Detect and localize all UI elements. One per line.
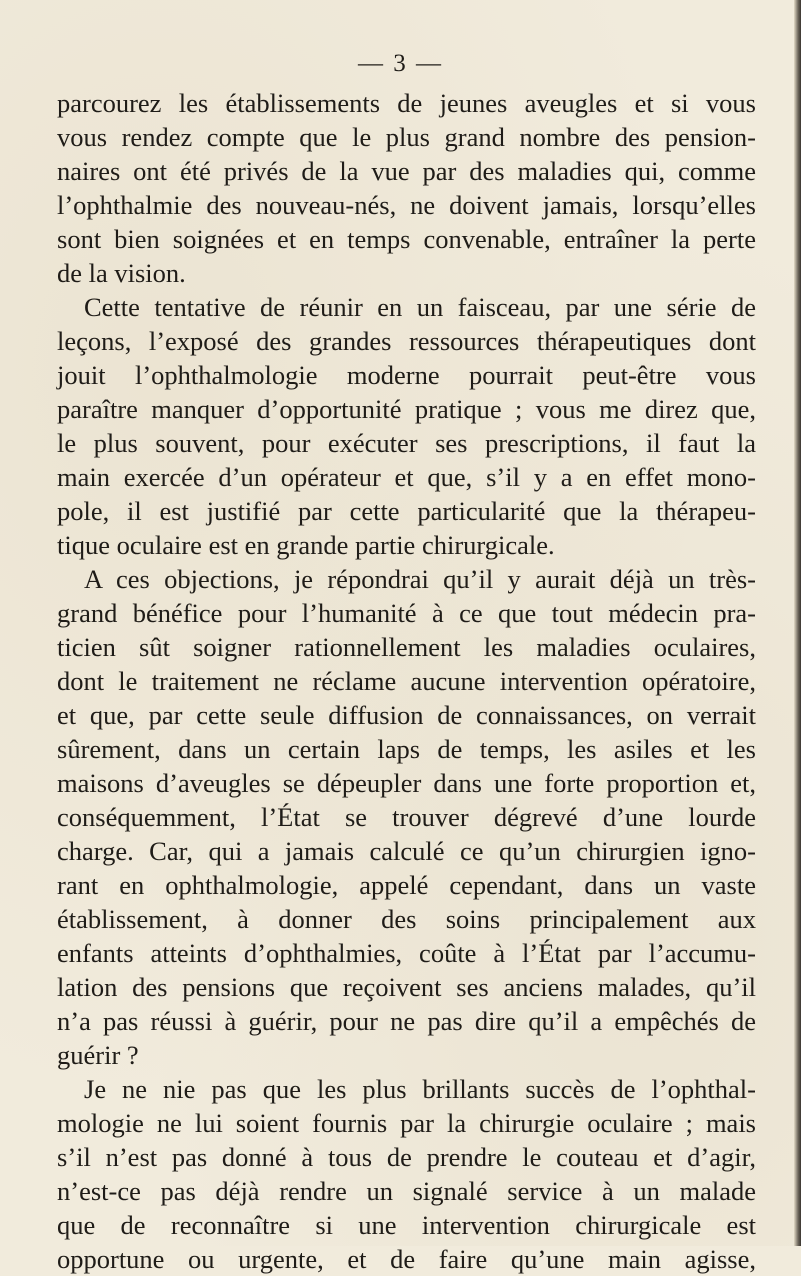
- text-line: dont le traitement ne réclame aucune intervention opératoire,: [57, 666, 756, 696]
- text-line: tique oculaire est en grande partie chirurgicale.: [57, 530, 555, 560]
- text-line: sûrement, dans un certain laps de temps, les asiles et les: [57, 734, 756, 764]
- text-line: guérir ?: [57, 1040, 139, 1070]
- text-line: et que, par cette seule diffusion de connaissances, on verrait: [57, 700, 756, 730]
- text-line: enfants atteints d’ophthalmies, coûte à l’État par l’accumu-: [57, 938, 756, 968]
- text-line: charge. Car, qui a jamais calculé ce qu’un chirurgien igno-: [57, 836, 756, 866]
- text-line: de la vision.: [57, 258, 186, 288]
- text-line: paraître manquer d’opportunité pratique ; vous me direz que,: [57, 394, 756, 424]
- text-line: vous rendez compte que le plus grand nombre des pension-: [57, 122, 756, 152]
- page-edge-shadow: [794, 0, 801, 1246]
- text-line: A ces objections, je répondrai qu’il y aurait déjà un très-: [84, 564, 756, 594]
- text-line: grand bénéfice pour l’humanité à ce que tout médecin pra-: [57, 598, 756, 628]
- text-line: parcourez les établissements de jeunes aveugles et si vous: [57, 88, 756, 118]
- text-line: maisons d’aveugles se dépeupler dans une forte proportion et,: [57, 768, 756, 798]
- text-line: mologie ne lui soient fournis par la chirurgie oculaire ; mais: [57, 1108, 756, 1138]
- text-line: main exercée d’un opérateur et que, s’il y a en effet mono-: [57, 462, 756, 492]
- text-line: opportune ou urgente, et de faire qu’une main agisse,: [57, 1244, 756, 1274]
- text-line: n’est-ce pas déjà rendre un signalé service à un malade: [57, 1176, 756, 1206]
- text-line: pole, il est justifié par cette particularité que la thérapeu-: [57, 496, 756, 526]
- text-line: que de reconnaître si une intervention chirurgicale est: [57, 1210, 756, 1240]
- text-line: jouit l’ophthalmologie moderne pourrait peut-être vous: [57, 360, 756, 390]
- text-line: l’ophthalmie des nouveau-nés, ne doivent jamais, lorsqu’elles: [57, 190, 756, 220]
- text-line: rant en ophthalmologie, appelé cependant, dans un vaste: [57, 870, 756, 900]
- text-line: leçons, l’exposé des grandes ressources thérapeutiques dont: [57, 326, 756, 356]
- text-line: établissement, à donner des soins principalement aux: [57, 904, 756, 934]
- text-line: Cette tentative de réunir en un faisceau, par une série de: [84, 292, 756, 322]
- text-line: conséquemment, l’État se trouver dégrevé d’une lourde: [57, 802, 756, 832]
- text-line: Je ne nie pas que les plus brillants succès de l’ophthal-: [84, 1074, 756, 1104]
- text-line: lation des pensions que reçoivent ses anciens malades, qu’il: [57, 972, 756, 1002]
- text-line: n’a pas réussi à guérir, pour ne pas dire qu’il a empêchés de: [57, 1006, 756, 1036]
- text-line: s’il n’est pas donné à tous de prendre le couteau et d’agir,: [57, 1142, 756, 1172]
- text-line: sont bien soignées et en temps convenable, entraîner la perte: [57, 224, 756, 254]
- text-line: naires ont été privés de la vue par des maladies qui, comme: [57, 156, 756, 186]
- text-line: le plus souvent, pour exécuter ses prescriptions, il faut la: [57, 428, 756, 458]
- page-number: — 3 —: [358, 50, 443, 77]
- text-line: ticien sût soigner rationnellement les maladies oculaires,: [57, 632, 756, 662]
- body-text: [57, 86, 756, 1276]
